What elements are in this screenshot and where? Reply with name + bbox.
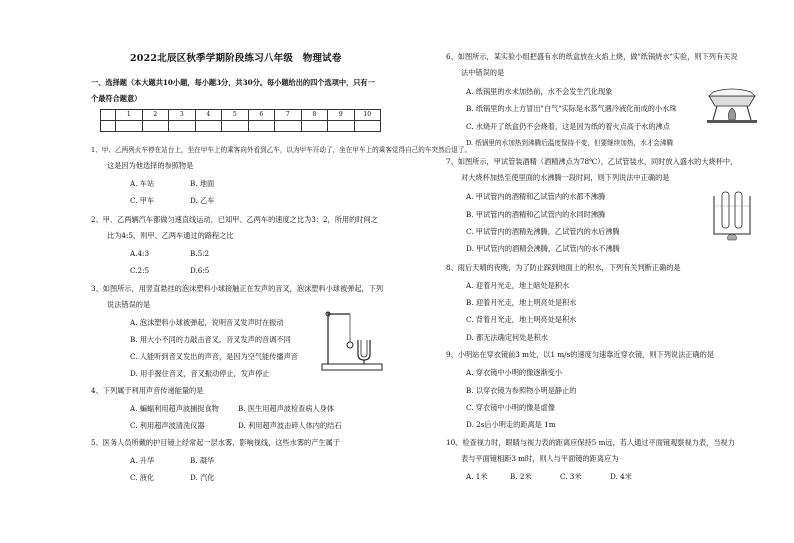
option: C. 液化 — [130, 473, 155, 482]
answer-cell[interactable] — [142, 121, 169, 132]
option: D. 纸锅里的水加热到沸腾后温度保持不变，但要继续加热，水才会沸腾 — [466, 139, 674, 147]
answer-table-header: 4 — [195, 110, 222, 121]
option: A. 泡沫塑料小球被弹起，说明音叉发声时在振动 — [130, 318, 284, 327]
answer-table-header: 2 — [142, 110, 169, 121]
beaker-figure — [710, 190, 754, 242]
option: B. 纸锅里的水上方冒出"白气"实际是水蒸气遇冷液化而成的小水珠 — [466, 104, 677, 113]
option: A. 升华 — [130, 456, 155, 465]
paper-pot-figure — [703, 84, 761, 124]
option: A. 甲试管内的酒精和乙试管内的水都不沸腾 — [466, 192, 606, 201]
option: C. 甲试管内的酒精先沸腾，乙试管内的水后沸腾 — [466, 227, 620, 236]
page-title: 2022北辰区秋季学期阶段练习八年级 物理试卷 — [130, 53, 342, 64]
question-6-cont: 法中错误的是 — [461, 68, 505, 77]
option: D. 汽化 — [190, 473, 215, 482]
question-9: 9、小明站在穿衣镜前3 m处，以1 m/s的速度匀速靠近穿衣镜，则下列说法正确的是 — [446, 350, 715, 359]
question-2-cont: 比为4:5，则甲、乙两车通过的路程之比 — [107, 231, 234, 240]
answer-cell[interactable] — [248, 121, 275, 132]
option: C. 3米 — [560, 472, 582, 481]
answer-table-header: 8 — [301, 110, 328, 121]
option: D. 用手握住音叉，音叉振动停止，发声停止 — [130, 369, 270, 378]
option: D. 甲试管内的酒精会沸腾，乙试管内的水不沸腾 — [466, 244, 620, 253]
question-4: 4、下列属于利用声音传递能量的是 — [91, 386, 204, 395]
question-7: 7、如图所示，甲试管装酒精（酒精沸点为78℃），乙试管装水，同时放入盛水的大烧杯中， — [446, 157, 738, 166]
option: C. 甲车 — [130, 196, 155, 205]
answer-table — [100, 109, 381, 132]
option: D. 2s后小明走的距离是 1m — [466, 420, 556, 429]
option: B.5:2 — [190, 249, 210, 258]
option: A. 穿衣镜中小明的像逐渐变小 — [466, 368, 563, 377]
tuning-fork-figure — [318, 308, 386, 374]
option: B. 用大小不同的力敲击音叉，音叉发声的音调不同 — [130, 335, 291, 344]
option: C. 利用超声波清洗仪器 — [130, 421, 205, 430]
answer-table-header: 1 — [116, 110, 143, 121]
option: C. 穿衣镜中小明的像是虚像 — [466, 403, 555, 412]
answer-table-header: 5 — [222, 110, 249, 121]
option: D. 乙车 — [190, 196, 215, 205]
option: B. 以穿衣镜为参照物小明是静止的 — [466, 386, 577, 395]
answer-cell[interactable] — [101, 121, 116, 132]
option: A. 1米 — [466, 472, 488, 481]
answer-table-header: 10 — [354, 110, 381, 121]
option: B. 医生用超声波检查病人身体 — [238, 404, 335, 413]
question-7-cont: 对大烧杯加热至使里面的水沸腾一段时间，则下列说法中正确的是 — [461, 173, 670, 182]
option: C. 人能听到音叉发出的声音，是因为空气能传播声音 — [130, 352, 298, 361]
question-1-cont: 这是因为他选择的参照物是 — [107, 161, 194, 170]
option: D. 都无法确定何处是积水 — [466, 333, 548, 342]
option: B. 甲试管内的酒精和乙试管内的水同时沸腾 — [466, 210, 606, 219]
section-heading: 一、选择题（本大题共10小题，每小题3分，共30分。每小题给出的四个选项中，只有一 — [91, 78, 375, 87]
answer-table-header: 9 — [328, 110, 355, 121]
answer-cell[interactable] — [354, 121, 381, 132]
option: D. 4米 — [610, 472, 632, 481]
answer-table-header: 6 — [248, 110, 275, 121]
question-5: 5、医务人员所戴的护目镜上经常起一层水雾，影响视线，这些水雾的产生属于 — [91, 438, 340, 447]
option: B. 地面 — [190, 179, 215, 188]
answer-table-header: 7 — [275, 110, 302, 121]
option: A. 纸锅里的水未加热前，水不会发生汽化现象 — [466, 87, 613, 96]
answer-cell[interactable] — [169, 121, 196, 132]
option: C. 水烧开了纸盒仍不会烧着，这是因为纸的着火点高于水的沸点 — [466, 122, 670, 131]
answer-cell[interactable] — [195, 121, 222, 132]
question-8: 8、雨后天晴的夜晚，为了防止踩到地面上的积水，下列有关判断正确的是 — [446, 263, 681, 272]
question-1: 1、甲、乙两列火车停在站台上，坐在甲车上的乘客向外看到乙车，以为甲车开动了，坐在甲车上的乘客觉得自己的车突然后退了。 — [91, 146, 472, 154]
answer-cell[interactable] — [275, 121, 302, 132]
question-10-cont: 表与平面镜相距3 m时，则人与平面镜的距离应为 — [461, 454, 619, 463]
question-2: 2、甲、乙两辆汽车都做匀速直线运动，已知甲、乙两车的速度之比为3：2，所用的时间之 — [91, 215, 378, 224]
answer-cell[interactable] — [116, 121, 143, 132]
question-6: 6、如图所示，某实验小组把盛有水的纸盒放在火焰上烧，做"纸锅烧水"实验，则下列有关说 — [446, 52, 738, 61]
option: D.6:5 — [190, 266, 210, 275]
option: B. 2米 — [510, 472, 532, 481]
option: A. 迎着月光走，地上暗处是积水 — [466, 281, 570, 290]
question-3: 3、如图所示，用竖直悬挂的泡沫塑料小球接触正在发声的音叉，泡沫塑料小球被弹起，下列 — [91, 284, 384, 293]
section-heading-cont: 个最符合题意） — [91, 94, 142, 103]
question-10: 10、检查视力时，眼睛与视力表的距离应保持5 m远，若人通过平面镜观察视力表，当视力 — [446, 438, 735, 447]
option: C. 背着月光走，地上明亮处是积水 — [466, 315, 577, 324]
answer-cell[interactable] — [328, 121, 355, 132]
answer-cell[interactable] — [301, 121, 328, 132]
option: D. 利用超声波击碎人体内的结石 — [238, 421, 342, 430]
answer-cell[interactable] — [222, 121, 249, 132]
option: A. 蝙蝠利用超声波捕捉食物 — [130, 404, 219, 413]
option: B. 凝华 — [190, 456, 215, 465]
option: A.4:3 — [130, 249, 150, 258]
question-3-cont: 说法错误的是 — [107, 300, 151, 309]
option: B. 迎着月光走，地上明亮处是积水 — [466, 298, 577, 307]
answer-table-header — [101, 110, 116, 121]
option: C.2:5 — [130, 266, 150, 275]
option: A. 车站 — [130, 179, 155, 188]
answer-table-header: 3 — [169, 110, 196, 121]
